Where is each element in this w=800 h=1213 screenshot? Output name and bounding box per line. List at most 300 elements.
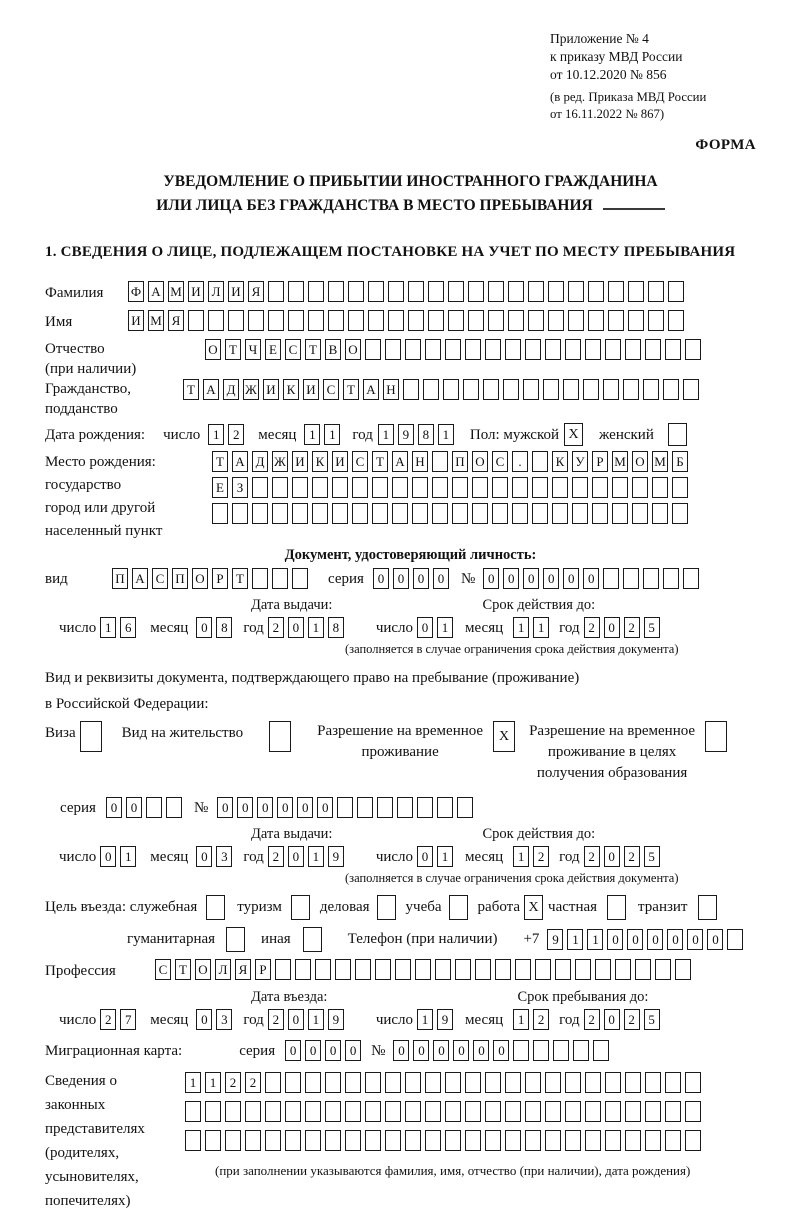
profession-input-cell[interactable] [295, 959, 311, 980]
surname-input-cell[interactable] [628, 281, 644, 302]
birthplace-line3-input-cell[interactable] [532, 503, 548, 524]
doc-issue-year-input-cell[interactable]: 1 [308, 617, 324, 638]
representatives-line1-input-cell[interactable] [485, 1072, 501, 1093]
given-name-input-cell[interactable] [248, 310, 264, 331]
representatives-line2-input-cell[interactable] [645, 1101, 661, 1122]
phone-input-cell[interactable]: 0 [607, 929, 623, 950]
birthplace-line3-input-cell[interactable] [352, 503, 368, 524]
checkbox-business[interactable] [377, 895, 396, 920]
patronymic-input-cell[interactable] [365, 339, 381, 360]
representatives-line1-input-cell[interactable] [565, 1072, 581, 1093]
entry-day-input-cell[interactable]: 2 [100, 1009, 116, 1030]
entry-month-input-cell[interactable]: 0 [196, 1009, 212, 1030]
given-name-input-cell[interactable] [408, 310, 424, 331]
doc-number-input-cell[interactable]: 0 [523, 568, 539, 589]
profession-input-cell[interactable] [455, 959, 471, 980]
doc-type-input-cell[interactable]: А [132, 568, 148, 589]
profession-input-cell[interactable] [355, 959, 371, 980]
representatives-line2-input-cell[interactable] [305, 1101, 321, 1122]
profession-input-cell[interactable] [315, 959, 331, 980]
birthplace-line1-input-cell[interactable]: . [512, 451, 528, 472]
citizenship-input-cell[interactable] [423, 379, 439, 400]
doc-issue-month-input-cell[interactable]: 0 [196, 617, 212, 638]
profession-input-cell[interactable]: Л [215, 959, 231, 980]
entry-year-input-cell[interactable]: 9 [328, 1009, 344, 1030]
given-name-input-cell[interactable] [648, 310, 664, 331]
patronymic-input-cell[interactable] [385, 339, 401, 360]
birthplace-line1-input-cell[interactable]: Д [252, 451, 268, 472]
res-valid-month-input-cell[interactable]: 1 [513, 846, 529, 867]
representatives-line1-input-cell[interactable] [465, 1072, 481, 1093]
birthplace-line3-input-cell[interactable] [432, 503, 448, 524]
doc-number-input-cell[interactable] [643, 568, 659, 589]
surname-input-cell[interactable]: И [188, 281, 204, 302]
doc-valid-day-input-cell[interactable]: 0 [417, 617, 433, 638]
res-issue-day-input-cell[interactable]: 0 [100, 846, 116, 867]
patronymic-input-cell[interactable] [565, 339, 581, 360]
profession-input-cell[interactable] [375, 959, 391, 980]
birthplace-line3-input-cell[interactable] [312, 503, 328, 524]
doc-issue-year-input-cell[interactable]: 2 [268, 617, 284, 638]
profession-input-cell[interactable] [475, 959, 491, 980]
given-name-input-cell[interactable] [608, 310, 624, 331]
given-name-input-cell[interactable] [228, 310, 244, 331]
surname-input-cell[interactable] [668, 281, 684, 302]
mig-series-input-cell[interactable]: 0 [305, 1040, 321, 1061]
representatives-line3-input-cell[interactable] [225, 1130, 241, 1151]
birthplace-line2-input-cell[interactable] [312, 477, 328, 498]
representatives-line3-input-cell[interactable] [345, 1130, 361, 1151]
checkbox-temp-residence[interactable]: X [493, 721, 515, 752]
birthplace-line1-input-cell[interactable]: С [352, 451, 368, 472]
citizenship-input-cell[interactable] [643, 379, 659, 400]
res-series-input-cell[interactable]: 0 [106, 797, 122, 818]
res-number-input-cell[interactable] [437, 797, 453, 818]
representatives-line1-input-cell[interactable] [625, 1072, 641, 1093]
representatives-line3-input-cell[interactable] [465, 1130, 481, 1151]
phone-input-cell[interactable]: 1 [587, 929, 603, 950]
mig-number-input-cell[interactable]: 0 [493, 1040, 509, 1061]
surname-input-cell[interactable] [288, 281, 304, 302]
surname-input-cell[interactable] [528, 281, 544, 302]
given-name-input-cell[interactable]: И [128, 310, 144, 331]
representatives-line3-input-cell[interactable] [245, 1130, 261, 1151]
representatives-line2-input-cell[interactable] [445, 1101, 461, 1122]
birthplace-line2-input-cell[interactable] [652, 477, 668, 498]
representatives-line2-input-cell[interactable] [665, 1101, 681, 1122]
birthplace-line2-input-cell[interactable] [492, 477, 508, 498]
representatives-line3-input-cell[interactable] [585, 1130, 601, 1151]
given-name-input-cell[interactable] [628, 310, 644, 331]
res-valid-month-input-cell[interactable]: 2 [533, 846, 549, 867]
res-issue-year-input-cell[interactable]: 0 [288, 846, 304, 867]
doc-series-input-cell[interactable]: 0 [393, 568, 409, 589]
birthplace-line2-input-cell[interactable]: З [232, 477, 248, 498]
representatives-line3-input-cell[interactable] [525, 1130, 541, 1151]
profession-input-cell[interactable]: Т [175, 959, 191, 980]
birthplace-line3-input-cell[interactable] [272, 503, 288, 524]
representatives-line2-input-cell[interactable] [365, 1101, 381, 1122]
profession-input-cell[interactable] [515, 959, 531, 980]
given-name-input-cell[interactable]: М [148, 310, 164, 331]
patronymic-input-cell[interactable]: Ч [245, 339, 261, 360]
birthplace-line1-input-cell[interactable]: А [232, 451, 248, 472]
res-issue-month-input-cell[interactable]: 3 [216, 846, 232, 867]
profession-input-cell[interactable] [415, 959, 431, 980]
representatives-line2-input-cell[interactable] [625, 1101, 641, 1122]
birthplace-line1-input-cell[interactable]: Н [412, 451, 428, 472]
res-number-input-cell[interactable] [417, 797, 433, 818]
profession-input-cell[interactable] [635, 959, 651, 980]
citizenship-input-cell[interactable] [543, 379, 559, 400]
representatives-line1-input-cell[interactable] [405, 1072, 421, 1093]
surname-input-cell[interactable] [608, 281, 624, 302]
profession-input-cell[interactable] [535, 959, 551, 980]
checkbox-sex-male[interactable]: X [564, 423, 583, 446]
citizenship-input-cell[interactable] [503, 379, 519, 400]
representatives-line2-input-cell[interactable] [185, 1101, 201, 1122]
birthplace-line3-input-cell[interactable] [332, 503, 348, 524]
mig-number-input-cell[interactable] [573, 1040, 589, 1061]
given-name-input-cell[interactable] [488, 310, 504, 331]
birthplace-line1-input-cell[interactable]: О [632, 451, 648, 472]
birthplace-line1-input-cell[interactable]: У [572, 451, 588, 472]
representatives-line1-input-cell[interactable]: 1 [205, 1072, 221, 1093]
representatives-line1-input-cell[interactable]: 2 [245, 1072, 261, 1093]
profession-input-cell[interactable] [615, 959, 631, 980]
patronymic-input-cell[interactable] [505, 339, 521, 360]
doc-series-input-cell[interactable]: 0 [413, 568, 429, 589]
profession-input-cell[interactable]: О [195, 959, 211, 980]
entry-day-input-cell[interactable]: 7 [120, 1009, 136, 1030]
surname-input-cell[interactable]: Л [208, 281, 224, 302]
given-name-input-cell[interactable] [588, 310, 604, 331]
profession-input-cell[interactable]: Я [235, 959, 251, 980]
birthplace-line2-input-cell[interactable] [552, 477, 568, 498]
given-name-input-cell[interactable] [368, 310, 384, 331]
birthplace-line2-input-cell[interactable] [572, 477, 588, 498]
entry-year-input-cell[interactable]: 1 [308, 1009, 324, 1030]
birth-month-input-cell[interactable]: 1 [304, 424, 320, 445]
birthplace-line1-input-cell[interactable]: М [612, 451, 628, 472]
res-issue-year-input-cell[interactable]: 2 [268, 846, 284, 867]
patronymic-input-cell[interactable] [405, 339, 421, 360]
doc-type-input-cell[interactable] [252, 568, 268, 589]
representatives-line1-input-cell[interactable] [525, 1072, 541, 1093]
birthplace-line1-input-cell[interactable]: М [652, 451, 668, 472]
doc-issue-month-input-cell[interactable]: 8 [216, 617, 232, 638]
citizenship-input-cell[interactable] [523, 379, 539, 400]
patronymic-input-cell[interactable]: С [285, 339, 301, 360]
phone-input-cell[interactable]: 0 [647, 929, 663, 950]
birth-day-input-cell[interactable]: 2 [228, 424, 244, 445]
birthplace-line2-input-cell[interactable] [612, 477, 628, 498]
res-valid-day-input-cell[interactable]: 1 [437, 846, 453, 867]
given-name-input-cell[interactable] [668, 310, 684, 331]
surname-input-cell[interactable] [268, 281, 284, 302]
given-name-input-cell[interactable] [388, 310, 404, 331]
phone-input-cell[interactable]: 0 [707, 929, 723, 950]
patronymic-input-cell[interactable]: Т [225, 339, 241, 360]
birth-month-input-cell[interactable]: 1 [324, 424, 340, 445]
birth-day-input-cell[interactable]: 1 [208, 424, 224, 445]
res-number-input-cell[interactable]: 0 [257, 797, 273, 818]
patronymic-input-cell[interactable] [685, 339, 701, 360]
profession-input-cell[interactable] [495, 959, 511, 980]
res-number-input-cell[interactable] [337, 797, 353, 818]
mig-number-input-cell[interactable] [533, 1040, 549, 1061]
birthplace-line2-input-cell[interactable] [532, 477, 548, 498]
profession-input-cell[interactable] [595, 959, 611, 980]
given-name-input-cell[interactable] [568, 310, 584, 331]
doc-number-input-cell[interactable] [623, 568, 639, 589]
birthplace-line3-input-cell[interactable] [252, 503, 268, 524]
representatives-line3-input-cell[interactable] [685, 1130, 701, 1151]
doc-valid-day-input-cell[interactable]: 1 [437, 617, 453, 638]
patronymic-input-cell[interactable] [485, 339, 501, 360]
res-valid-day-input-cell[interactable]: 0 [417, 846, 433, 867]
doc-issue-year-input-cell[interactable]: 8 [328, 617, 344, 638]
profession-input-cell[interactable] [675, 959, 691, 980]
representatives-line2-input-cell[interactable] [245, 1101, 261, 1122]
birthplace-line1-input-cell[interactable]: О [472, 451, 488, 472]
citizenship-input-cell[interactable] [663, 379, 679, 400]
representatives-line3-input-cell[interactable] [365, 1130, 381, 1151]
res-valid-year-input-cell[interactable]: 2 [624, 846, 640, 867]
doc-number-input-cell[interactable]: 0 [543, 568, 559, 589]
birthplace-line2-input-cell[interactable] [352, 477, 368, 498]
res-issue-year-input-cell[interactable]: 9 [328, 846, 344, 867]
mig-number-input-cell[interactable]: 0 [413, 1040, 429, 1061]
citizenship-input-cell[interactable] [563, 379, 579, 400]
birthplace-line2-input-cell[interactable] [252, 477, 268, 498]
citizenship-input-cell[interactable] [483, 379, 499, 400]
representatives-line3-input-cell[interactable] [325, 1130, 341, 1151]
representatives-line3-input-cell[interactable] [625, 1130, 641, 1151]
birthplace-line1-input-cell[interactable]: Т [212, 451, 228, 472]
citizenship-input-cell[interactable]: Д [223, 379, 239, 400]
representatives-line1-input-cell[interactable] [265, 1072, 281, 1093]
representatives-line2-input-cell[interactable] [585, 1101, 601, 1122]
stay-day-input-cell[interactable]: 9 [437, 1009, 453, 1030]
birthplace-line1-input-cell[interactable]: Р [592, 451, 608, 472]
surname-input-cell[interactable] [588, 281, 604, 302]
doc-type-input-cell[interactable]: П [172, 568, 188, 589]
birthplace-line1-input-cell[interactable] [532, 451, 548, 472]
birthplace-line1-input-cell[interactable]: П [452, 451, 468, 472]
birthplace-line1-input-cell[interactable]: Б [672, 451, 688, 472]
birthplace-line3-input-cell[interactable] [412, 503, 428, 524]
representatives-line1-input-cell[interactable] [605, 1072, 621, 1093]
mig-number-input-cell[interactable]: 0 [433, 1040, 449, 1061]
birthplace-line2-input-cell[interactable] [372, 477, 388, 498]
surname-input-cell[interactable]: А [148, 281, 164, 302]
doc-number-input-cell[interactable] [663, 568, 679, 589]
mig-series-input-cell[interactable]: 0 [345, 1040, 361, 1061]
res-series-input-cell[interactable]: 0 [126, 797, 142, 818]
surname-input-cell[interactable] [348, 281, 364, 302]
birthplace-line1-input-cell[interactable]: Т [372, 451, 388, 472]
representatives-line1-input-cell[interactable] [585, 1072, 601, 1093]
given-name-input-cell[interactable] [188, 310, 204, 331]
representatives-line3-input-cell[interactable] [605, 1130, 621, 1151]
birthplace-line3-input-cell[interactable] [632, 503, 648, 524]
entry-year-input-cell[interactable]: 0 [288, 1009, 304, 1030]
representatives-line1-input-cell[interactable] [505, 1072, 521, 1093]
surname-input-cell[interactable] [548, 281, 564, 302]
patronymic-input-cell[interactable]: О [345, 339, 361, 360]
patronymic-input-cell[interactable]: Т [305, 339, 321, 360]
birthplace-line1-input-cell[interactable]: К [312, 451, 328, 472]
birthplace-line3-input-cell[interactable] [672, 503, 688, 524]
surname-input-cell[interactable] [308, 281, 324, 302]
patronymic-input-cell[interactable]: О [205, 339, 221, 360]
doc-number-input-cell[interactable]: 0 [583, 568, 599, 589]
res-series-input-cell[interactable] [146, 797, 162, 818]
birthplace-line2-input-cell[interactable] [292, 477, 308, 498]
res-number-input-cell[interactable]: 0 [217, 797, 233, 818]
representatives-line2-input-cell[interactable] [405, 1101, 421, 1122]
res-number-input-cell[interactable] [377, 797, 393, 818]
birthplace-line2-input-cell[interactable] [272, 477, 288, 498]
surname-input-cell[interactable] [508, 281, 524, 302]
representatives-line2-input-cell[interactable] [265, 1101, 281, 1122]
citizenship-input-cell[interactable]: Ж [243, 379, 259, 400]
patronymic-input-cell[interactable]: Е [265, 339, 281, 360]
citizenship-input-cell[interactable]: Т [183, 379, 199, 400]
citizenship-input-cell[interactable]: И [303, 379, 319, 400]
res-valid-year-input-cell[interactable]: 0 [604, 846, 620, 867]
doc-issue-day-input-cell[interactable]: 1 [100, 617, 116, 638]
given-name-input-cell[interactable] [348, 310, 364, 331]
surname-input-cell[interactable] [648, 281, 664, 302]
representatives-line2-input-cell[interactable] [525, 1101, 541, 1122]
representatives-line1-input-cell[interactable] [545, 1072, 561, 1093]
checkbox-official[interactable] [206, 895, 225, 920]
res-issue-month-input-cell[interactable]: 0 [196, 846, 212, 867]
representatives-line3-input-cell[interactable] [385, 1130, 401, 1151]
birthplace-line2-input-cell[interactable] [412, 477, 428, 498]
profession-input-cell[interactable] [335, 959, 351, 980]
checkbox-private[interactable] [607, 895, 626, 920]
given-name-input-cell[interactable] [308, 310, 324, 331]
stay-day-input-cell[interactable]: 1 [417, 1009, 433, 1030]
given-name-input-cell[interactable] [428, 310, 444, 331]
checkbox-work[interactable]: X [524, 895, 543, 920]
doc-issue-year-input-cell[interactable]: 0 [288, 617, 304, 638]
mig-number-input-cell[interactable]: 0 [393, 1040, 409, 1061]
doc-series-input-cell[interactable]: 0 [433, 568, 449, 589]
stay-month-input-cell[interactable]: 2 [533, 1009, 549, 1030]
birthplace-line3-input-cell[interactable] [572, 503, 588, 524]
birthplace-line1-input-cell[interactable]: А [392, 451, 408, 472]
phone-input-cell[interactable]: 0 [627, 929, 643, 950]
surname-input-cell[interactable] [388, 281, 404, 302]
birthplace-line1-input-cell[interactable]: Ж [272, 451, 288, 472]
checkbox-other-purpose[interactable] [303, 927, 322, 952]
representatives-line2-input-cell[interactable] [505, 1101, 521, 1122]
representatives-line1-input-cell[interactable]: 1 [185, 1072, 201, 1093]
doc-type-input-cell[interactable]: О [192, 568, 208, 589]
profession-input-cell[interactable] [395, 959, 411, 980]
entry-year-input-cell[interactable]: 2 [268, 1009, 284, 1030]
birth-year-input-cell[interactable]: 9 [398, 424, 414, 445]
doc-series-input-cell[interactable]: 0 [373, 568, 389, 589]
representatives-line2-input-cell[interactable] [545, 1101, 561, 1122]
birthplace-line1-input-cell[interactable]: К [552, 451, 568, 472]
representatives-line3-input-cell[interactable] [205, 1130, 221, 1151]
res-number-input-cell[interactable]: 0 [237, 797, 253, 818]
stay-year-input-cell[interactable]: 2 [624, 1009, 640, 1030]
doc-valid-month-input-cell[interactable]: 1 [533, 617, 549, 638]
profession-input-cell[interactable] [555, 959, 571, 980]
profession-input-cell[interactable] [575, 959, 591, 980]
representatives-line1-input-cell[interactable] [445, 1072, 461, 1093]
given-name-input-cell[interactable] [268, 310, 284, 331]
mig-series-input-cell[interactable]: 0 [325, 1040, 341, 1061]
citizenship-input-cell[interactable]: К [283, 379, 299, 400]
doc-issue-day-input-cell[interactable]: 6 [120, 617, 136, 638]
patronymic-input-cell[interactable] [545, 339, 561, 360]
birthplace-line2-input-cell[interactable] [512, 477, 528, 498]
res-series-input-cell[interactable] [166, 797, 182, 818]
doc-number-input-cell[interactable]: 0 [503, 568, 519, 589]
given-name-input-cell[interactable] [328, 310, 344, 331]
res-issue-day-input-cell[interactable]: 1 [120, 846, 136, 867]
stay-year-input-cell[interactable]: 2 [584, 1009, 600, 1030]
mig-number-input-cell[interactable] [553, 1040, 569, 1061]
birth-year-input-cell[interactable]: 8 [418, 424, 434, 445]
given-name-input-cell[interactable] [528, 310, 544, 331]
patronymic-input-cell[interactable]: В [325, 339, 341, 360]
checkbox-temp-residence-edu[interactable] [705, 721, 727, 752]
profession-input-cell[interactable] [435, 959, 451, 980]
birthplace-line2-input-cell[interactable] [332, 477, 348, 498]
mig-number-input-cell[interactable] [593, 1040, 609, 1061]
mig-number-input-cell[interactable]: 0 [473, 1040, 489, 1061]
representatives-line3-input-cell[interactable] [565, 1130, 581, 1151]
surname-input-cell[interactable]: М [168, 281, 184, 302]
patronymic-input-cell[interactable] [445, 339, 461, 360]
citizenship-input-cell[interactable]: А [363, 379, 379, 400]
entry-month-input-cell[interactable]: 3 [216, 1009, 232, 1030]
representatives-line1-input-cell[interactable] [365, 1072, 381, 1093]
surname-input-cell[interactable] [468, 281, 484, 302]
profession-input-cell[interactable] [655, 959, 671, 980]
birth-year-input-cell[interactable]: 1 [378, 424, 394, 445]
res-number-input-cell[interactable]: 0 [297, 797, 313, 818]
birthplace-line3-input-cell[interactable] [612, 503, 628, 524]
birthplace-line2-input-cell[interactable]: Е [212, 477, 228, 498]
representatives-line3-input-cell[interactable] [265, 1130, 281, 1151]
phone-input-cell[interactable]: 9 [547, 929, 563, 950]
doc-type-input-cell[interactable] [292, 568, 308, 589]
doc-number-input-cell[interactable]: 0 [483, 568, 499, 589]
doc-valid-year-input-cell[interactable]: 2 [624, 617, 640, 638]
representatives-line1-input-cell[interactable] [345, 1072, 361, 1093]
doc-type-input-cell[interactable]: Р [212, 568, 228, 589]
citizenship-input-cell[interactable] [443, 379, 459, 400]
representatives-line3-input-cell[interactable] [305, 1130, 321, 1151]
birthplace-line1-input-cell[interactable]: С [492, 451, 508, 472]
res-number-input-cell[interactable]: 0 [317, 797, 333, 818]
representatives-line2-input-cell[interactable] [325, 1101, 341, 1122]
representatives-line1-input-cell[interactable] [305, 1072, 321, 1093]
doc-valid-year-input-cell[interactable]: 2 [584, 617, 600, 638]
surname-input-cell[interactable]: Я [248, 281, 264, 302]
checkbox-sex-female[interactable] [668, 423, 687, 446]
birth-year-input-cell[interactable]: 1 [438, 424, 454, 445]
